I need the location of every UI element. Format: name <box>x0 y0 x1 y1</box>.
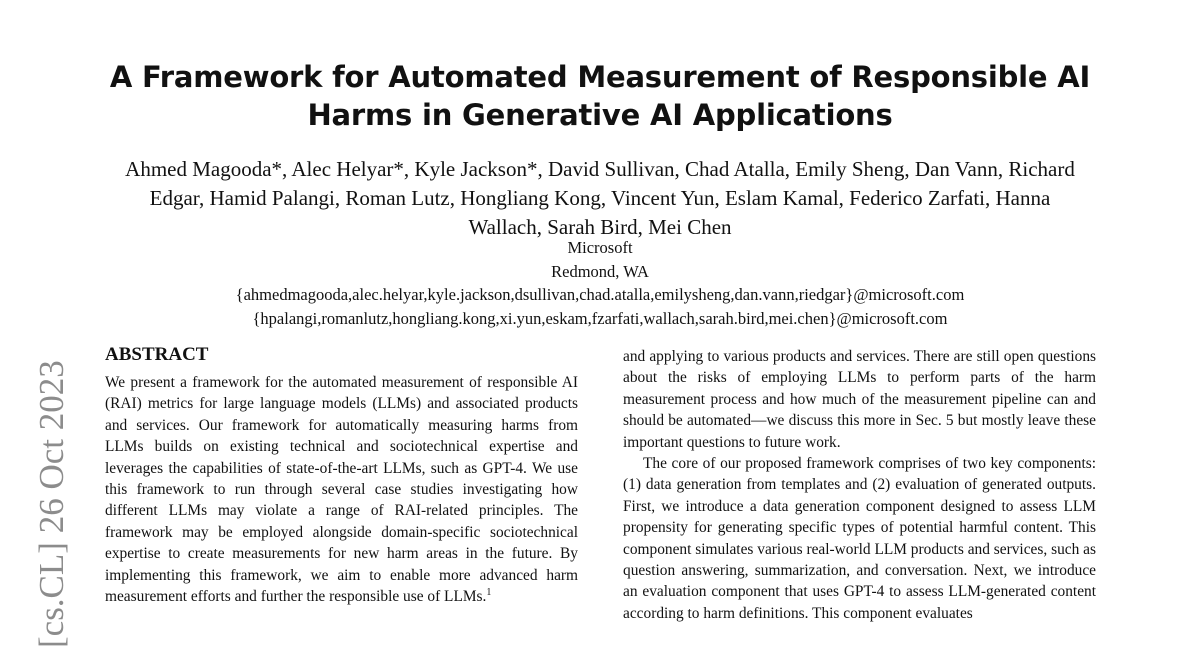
abstract-column <box>105 372 578 607</box>
affiliation: Microsoft <box>567 238 633 257</box>
author-emails-line-1: {ahmedmagooda,alec.helyar,kyle.jackson,dsullivan,chad.atalla,emilysheng,dan.vann,riedgar}@microsoft.com <box>235 285 965 304</box>
paper-title <box>0 58 1200 134</box>
paper-title-line-2: Harms in Generative AI Applications <box>307 98 893 132</box>
arxiv-stamp <box>28 318 76 648</box>
arxiv-stamp-text: [cs.CL] 26 Oct 2023 <box>32 360 71 648</box>
author-list: Ahmed Magooda*, Alec Helyar*, Kyle Jackson*, David Sullivan, Chad Atalla, Emily Sheng, Dan Vann, Richard Edgar, Hamid Palangi, Roman Lutz, Hongliang Kong, Vincent Yun, Eslam Kamal, Federico Zarfati, Hanna Wallach, Sarah Bird, Mei Chen <box>125 157 1075 239</box>
abstract-text: We present a framework for the automated measurement of responsible AI (RAI) metrics for large language models (LLMs) and associated products and services. Our framework for automatically measuring harms from LLMs builds on existing technical and sociotechnical expertise and leverages the capabilities of state-of-the-art LLMs, such as GPT-4. We use this framework to run through several case studies investigating how different LLMs may violate a range of RAI-related principles. The framework may be employed alongside domain-specific sociotechnical expertise to create measurements for new harm areas in the future. By implementing this framework, we aim to enable more advanced harm measurement efforts and further the responsible use of LLMs. <box>105 374 578 606</box>
footnote-marker: 1 <box>486 587 492 599</box>
author-emails-line-2: {hpalangi,romanlutz,hongliang.kong,xi.yun,eskam,fzarfati,wallach,sarah.bird,mei.chen}@microsoft.com <box>252 308 948 328</box>
location: Redmond, WA <box>551 261 649 281</box>
intro-paragraph-1: and applying to various products and services. There are still open questions about the risks of employing LLMs to perform parts of the harm measurement process and how much of the measurement pipeline can and should be automated—we discuss this more in Sec. 5 but mostly leave these important questions to future work. <box>623 348 1096 451</box>
abstract-heading: ABSTRACT <box>105 344 209 365</box>
affiliation-block <box>0 236 1200 330</box>
abstract-paragraph <box>105 372 578 607</box>
paper-title-line-1: A Framework for Automated Measurement of Responsible AI <box>109 60 1091 94</box>
introduction-column <box>623 346 1096 624</box>
intro-paragraph-2: The core of our proposed framework comprises of two key components: (1) data generation from templates and (2) evaluation of generated outputs. First, we introduce a data generation component designed to assess LLM propensity for generating specific types of potential harmful content. This component simulates various real-world LLM products and services, such as question answering, summarization, and conversation. Next, we introduce an evaluation component that uses GPT-4 to assess LLM-generated content according to harm definitions. This component evaluates <box>623 455 1096 622</box>
